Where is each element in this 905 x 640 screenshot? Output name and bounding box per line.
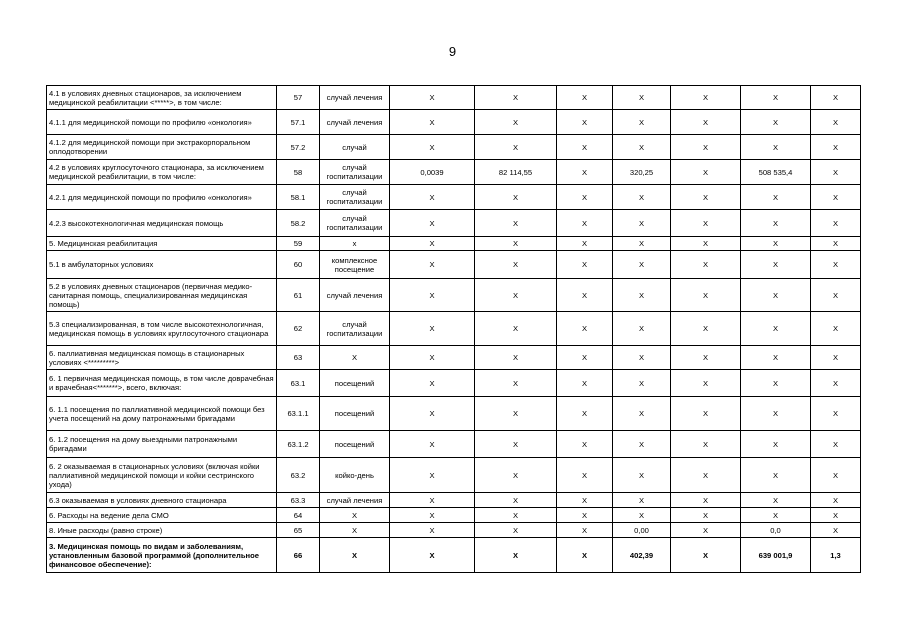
cell-row-name: 4.1 в условиях дневных стационаров, за исключением медицинской реабилитации <*****>, в том числе: [47, 86, 277, 110]
cell-col-6: X [557, 523, 613, 538]
cell-col-4: X [390, 538, 475, 573]
cell-col-8: X [671, 538, 741, 573]
cell-col-8: X [671, 458, 741, 493]
table-row [47, 185, 861, 210]
cell-col-6: X [557, 312, 613, 346]
cell-col-7: X [613, 237, 671, 251]
table-row [47, 86, 861, 110]
cell-col-9: X [741, 431, 811, 458]
cell-col-5: X [475, 110, 557, 135]
cell-col-6: X [557, 110, 613, 135]
cell-row-code: 63.1.2 [277, 431, 320, 458]
cell-col-10: X [811, 110, 861, 135]
cell-col-4: X [390, 431, 475, 458]
cell-col-10: X [811, 346, 861, 370]
cell-row-name: 6. 1.1 посещения по паллиативной медицинской помощи без учета посещений на дому патронажными бригадами [47, 397, 277, 431]
cell-col-8: X [671, 251, 741, 279]
cell-row-name: 3. Медицинская помощь по видам и заболеваниям, установленным базовой программой (дополнительное финансовое обеспечение): [47, 538, 277, 573]
cell-col-6: X [557, 86, 613, 110]
cell-row-name: 6. 2 оказываемая в стационарных условиях (включая койки паллиативной медицинской помощи и койки сестринского ухода) [47, 458, 277, 493]
cell-col-5: X [475, 458, 557, 493]
cell-col-10: X [811, 523, 861, 538]
cell-col-10: X [811, 508, 861, 523]
cell-col-7: X [613, 279, 671, 312]
cell-col-7: 320,25 [613, 160, 671, 185]
cell-col-6: X [557, 346, 613, 370]
table-row [47, 110, 861, 135]
cell-row-name: 5. Медицинская реабилитация [47, 237, 277, 251]
cell-row-code: 62 [277, 312, 320, 346]
table-row [47, 370, 861, 397]
cell-col-6: X [557, 431, 613, 458]
cell-row-code: 63.1 [277, 370, 320, 397]
cell-col-5: 82 114,55 [475, 160, 557, 185]
financing-table [46, 85, 861, 573]
cell-row-unit: случай лечения [320, 110, 390, 135]
cell-row-unit: x [320, 237, 390, 251]
cell-col-9: X [741, 493, 811, 508]
cell-col-8: X [671, 185, 741, 210]
cell-row-unit: случай [320, 135, 390, 160]
cell-col-6: X [557, 160, 613, 185]
cell-row-code: 63 [277, 346, 320, 370]
cell-col-7: X [613, 508, 671, 523]
cell-col-4: X [390, 346, 475, 370]
cell-row-name: 6. паллиативная медицинская помощь в стационарных условиях <*********> [47, 346, 277, 370]
cell-col-8: X [671, 86, 741, 110]
cell-col-4: X [390, 210, 475, 237]
cell-col-9: X [741, 251, 811, 279]
cell-col-8: X [671, 493, 741, 508]
cell-row-unit: случай лечения [320, 279, 390, 312]
table-row [47, 538, 861, 573]
cell-col-8: X [671, 370, 741, 397]
cell-col-7: X [613, 370, 671, 397]
cell-row-unit: X [320, 346, 390, 370]
cell-col-9: X [741, 237, 811, 251]
cell-col-5: X [475, 346, 557, 370]
cell-col-10: X [811, 397, 861, 431]
cell-col-4: X [390, 185, 475, 210]
cell-row-code: 59 [277, 237, 320, 251]
cell-col-10: X [811, 279, 861, 312]
cell-col-8: X [671, 523, 741, 538]
cell-row-code: 61 [277, 279, 320, 312]
cell-col-10: X [811, 185, 861, 210]
cell-col-10: X [811, 251, 861, 279]
cell-col-7: 402,39 [613, 538, 671, 573]
cell-row-unit: случай госпитализации [320, 210, 390, 237]
table-row [47, 237, 861, 251]
cell-row-name: 4.1.1 для медицинской помощи по профилю «онкология» [47, 110, 277, 135]
cell-col-8: X [671, 237, 741, 251]
cell-row-unit: случай лечения [320, 493, 390, 508]
cell-col-7: 0,00 [613, 523, 671, 538]
cell-col-4: X [390, 110, 475, 135]
cell-col-7: X [613, 458, 671, 493]
cell-col-5: X [475, 538, 557, 573]
cell-col-4: X [390, 135, 475, 160]
cell-col-5: X [475, 370, 557, 397]
cell-col-5: X [475, 312, 557, 346]
cell-col-9: X [741, 312, 811, 346]
cell-col-6: X [557, 210, 613, 237]
cell-col-5: X [475, 523, 557, 538]
cell-col-4: X [390, 312, 475, 346]
cell-col-9: X [741, 135, 811, 160]
cell-col-4: X [390, 397, 475, 431]
table-row [47, 346, 861, 370]
cell-row-name: 4.2.1 для медицинской помощи по профилю «онкология» [47, 185, 277, 210]
cell-col-6: X [557, 135, 613, 160]
cell-row-name: 4.2 в условиях круглосуточного стационара, за исключением медицинской реабилитации, в том числе: [47, 160, 277, 185]
cell-col-9: X [741, 458, 811, 493]
cell-col-8: X [671, 508, 741, 523]
table-row [47, 493, 861, 508]
cell-col-9: X [741, 397, 811, 431]
cell-col-7: X [613, 431, 671, 458]
cell-col-4: X [390, 86, 475, 110]
cell-col-5: X [475, 237, 557, 251]
cell-col-4: X [390, 508, 475, 523]
cell-col-7: X [613, 185, 671, 210]
cell-col-5: X [475, 508, 557, 523]
cell-col-5: X [475, 185, 557, 210]
cell-col-5: X [475, 86, 557, 110]
cell-col-9: 639 001,9 [741, 538, 811, 573]
cell-col-10: X [811, 312, 861, 346]
cell-row-code: 63.1.1 [277, 397, 320, 431]
cell-col-10: X [811, 237, 861, 251]
table-row [47, 135, 861, 160]
cell-col-10: X [811, 135, 861, 160]
cell-col-6: X [557, 508, 613, 523]
cell-row-code: 57.2 [277, 135, 320, 160]
cell-col-5: X [475, 210, 557, 237]
cell-col-8: X [671, 110, 741, 135]
cell-row-unit: посещений [320, 397, 390, 431]
cell-row-code: 66 [277, 538, 320, 573]
cell-row-unit: койко-день [320, 458, 390, 493]
cell-row-name: 6. 1.2 посещения на дому выездными патронажными бригадами [47, 431, 277, 458]
cell-row-unit: X [320, 523, 390, 538]
cell-col-5: X [475, 251, 557, 279]
cell-row-code: 57.1 [277, 110, 320, 135]
cell-col-7: X [613, 397, 671, 431]
cell-row-name: 4.1.2 для медицинской помощи при экстракорпоральном оплодотворении [47, 135, 277, 160]
cell-col-4: X [390, 493, 475, 508]
cell-col-5: X [475, 493, 557, 508]
cell-row-unit: X [320, 508, 390, 523]
cell-col-8: X [671, 279, 741, 312]
cell-row-name: 4.2.3 высокотехнологичная медицинская помощь [47, 210, 277, 237]
cell-col-4: X [390, 370, 475, 397]
cell-row-code: 63.2 [277, 458, 320, 493]
cell-row-unit: случай лечения [320, 86, 390, 110]
cell-col-4: 0,0039 [390, 160, 475, 185]
table-row [47, 431, 861, 458]
cell-row-unit: посещений [320, 370, 390, 397]
cell-row-unit: X [320, 538, 390, 573]
cell-row-code: 58.1 [277, 185, 320, 210]
table-row [47, 397, 861, 431]
cell-row-name: 6.3 оказываемая в условиях дневного стационара [47, 493, 277, 508]
cell-col-6: X [557, 493, 613, 508]
cell-col-10: X [811, 370, 861, 397]
cell-row-code: 64 [277, 508, 320, 523]
table-row [47, 279, 861, 312]
cell-col-9: X [741, 508, 811, 523]
cell-col-6: X [557, 370, 613, 397]
cell-col-9: X [741, 110, 811, 135]
cell-col-6: X [557, 538, 613, 573]
cell-col-5: X [475, 279, 557, 312]
cell-row-name: 8. Иные расходы (равно строке) [47, 523, 277, 538]
cell-col-10: 1,3 [811, 538, 861, 573]
cell-col-6: X [557, 185, 613, 210]
cell-row-code: 63.3 [277, 493, 320, 508]
cell-row-unit: случай госпитализации [320, 185, 390, 210]
cell-col-8: X [671, 210, 741, 237]
cell-col-7: X [613, 346, 671, 370]
cell-col-7: X [613, 86, 671, 110]
cell-row-code: 60 [277, 251, 320, 279]
cell-col-9: X [741, 346, 811, 370]
cell-col-9: 508 535,4 [741, 160, 811, 185]
cell-col-4: X [390, 251, 475, 279]
table-row [47, 508, 861, 523]
table-row [47, 251, 861, 279]
table-row [47, 160, 861, 185]
cell-col-7: X [613, 312, 671, 346]
cell-col-6: X [557, 237, 613, 251]
cell-col-9: X [741, 210, 811, 237]
cell-row-code: 58 [277, 160, 320, 185]
cell-col-8: X [671, 135, 741, 160]
cell-row-unit: случай госпитализации [320, 160, 390, 185]
cell-col-7: X [613, 210, 671, 237]
cell-col-6: X [557, 279, 613, 312]
cell-col-9: X [741, 279, 811, 312]
cell-row-code: 57 [277, 86, 320, 110]
cell-col-7: X [613, 493, 671, 508]
cell-row-name: 5.2 в условиях дневных стационаров (первичная медико-санитарная помощь, специализированная медицинская помощь) [47, 279, 277, 312]
cell-col-7: X [613, 110, 671, 135]
cell-col-8: X [671, 312, 741, 346]
cell-row-code: 58.2 [277, 210, 320, 237]
cell-col-6: X [557, 397, 613, 431]
cell-row-unit: случай госпитализации [320, 312, 390, 346]
cell-col-9: X [741, 86, 811, 110]
cell-col-6: X [557, 458, 613, 493]
cell-col-4: X [390, 523, 475, 538]
cell-col-9: 0,0 [741, 523, 811, 538]
cell-col-7: X [613, 135, 671, 160]
table-row [47, 523, 861, 538]
cell-col-4: X [390, 279, 475, 312]
cell-col-9: X [741, 370, 811, 397]
cell-col-10: X [811, 431, 861, 458]
page-number: 9 [448, 44, 457, 59]
cell-col-5: X [475, 397, 557, 431]
cell-col-5: X [475, 431, 557, 458]
table-row [47, 458, 861, 493]
cell-col-10: X [811, 160, 861, 185]
cell-row-name: 5.3 специализированная, в том числе высокотехнологичная, медицинская помощь в условиях круглосуточного стационара [47, 312, 277, 346]
cell-col-7: X [613, 251, 671, 279]
cell-col-8: X [671, 160, 741, 185]
table-row [47, 210, 861, 237]
cell-col-9: X [741, 185, 811, 210]
cell-col-10: X [811, 458, 861, 493]
cell-col-8: X [671, 346, 741, 370]
cell-col-10: X [811, 210, 861, 237]
cell-col-8: X [671, 431, 741, 458]
cell-col-4: X [390, 458, 475, 493]
cell-col-6: X [557, 251, 613, 279]
table-row [47, 312, 861, 346]
cell-row-name: 6. Расходы на ведение дела СМО [47, 508, 277, 523]
cell-row-name: 6. 1 первичная медицинская помощь, в том числе доврачебная и врачебная<*******>, всего, включая: [47, 370, 277, 397]
cell-col-8: X [671, 397, 741, 431]
cell-row-name: 5.1 в амбулаторных условиях [47, 251, 277, 279]
cell-row-code: 65 [277, 523, 320, 538]
cell-col-5: X [475, 135, 557, 160]
cell-col-10: X [811, 86, 861, 110]
cell-col-10: X [811, 493, 861, 508]
cell-row-unit: комплексное посещение [320, 251, 390, 279]
cell-row-unit: посещений [320, 431, 390, 458]
cell-col-4: X [390, 237, 475, 251]
